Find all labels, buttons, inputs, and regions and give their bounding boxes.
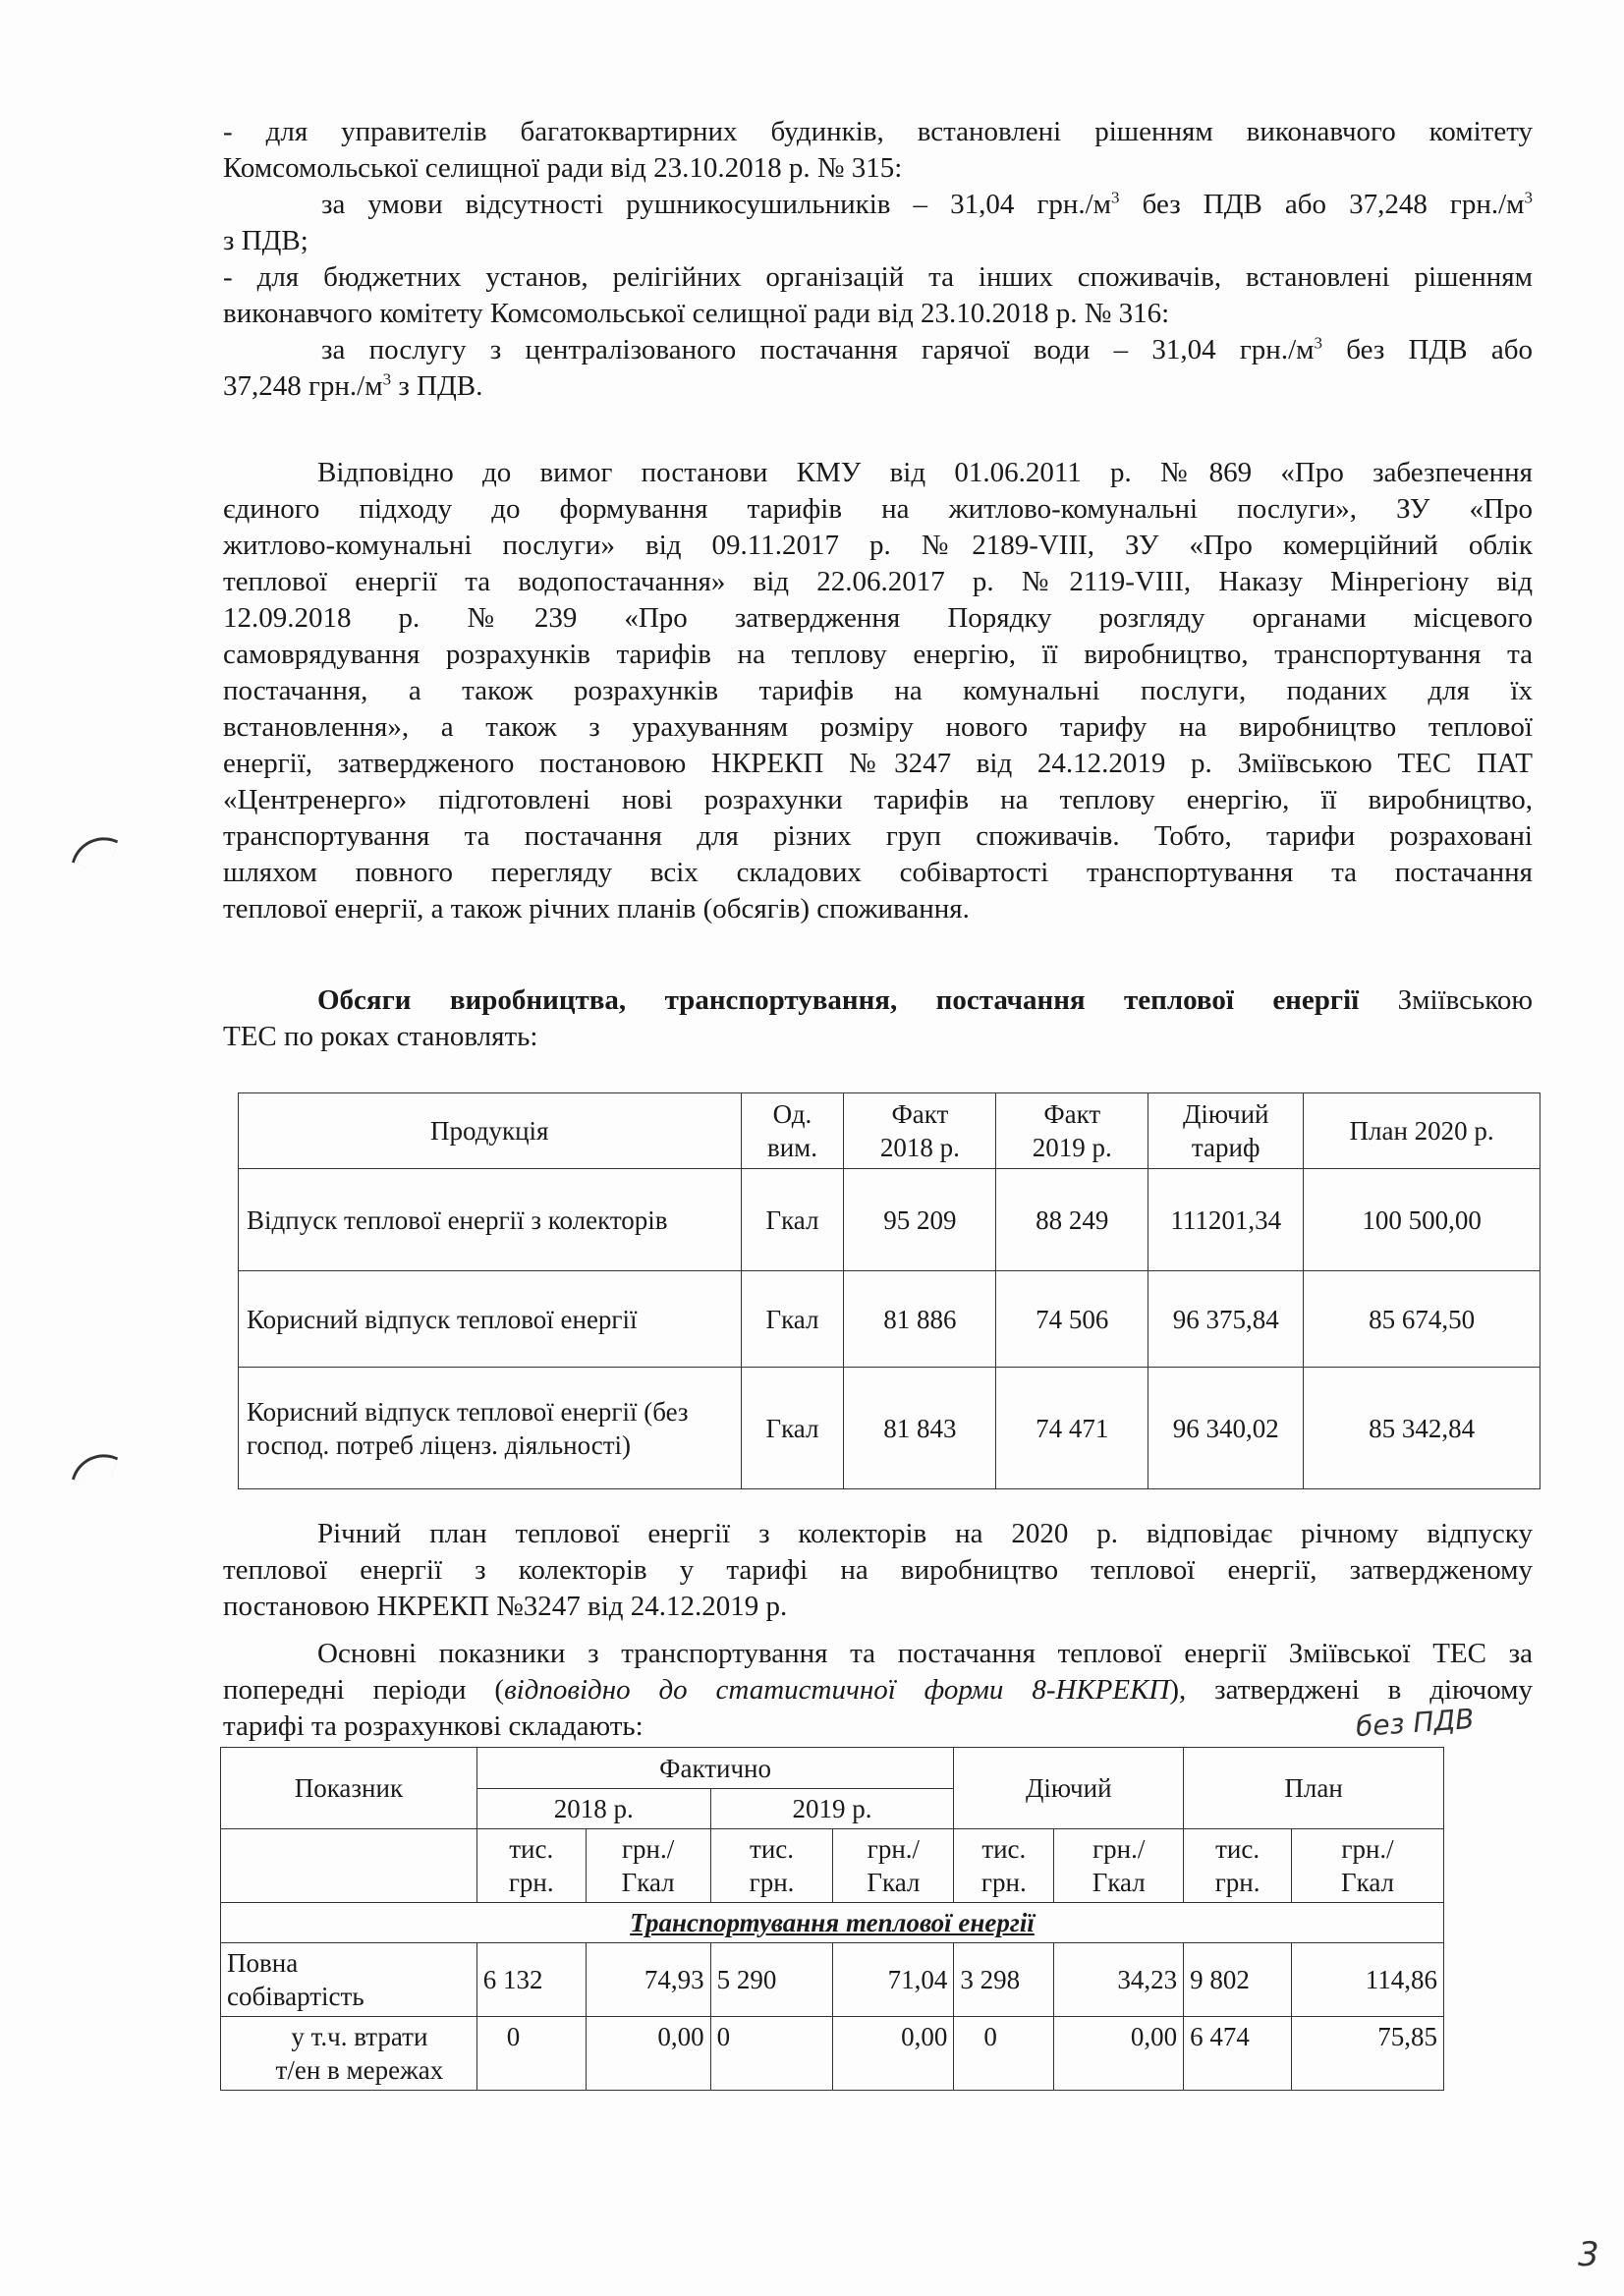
p2-line: єдиного підходу до формування тарифів на житлово-комунальні послуги», ЗУ «Про — [223, 493, 1533, 525]
punch-hole-mark — [72, 1445, 118, 1491]
column-header: Показник — [221, 1748, 477, 1829]
volumes-heading-bold: Обсяги виробництва, транспортування, постачання теплової енергії — [317, 984, 1360, 1016]
table-row: Повна собівартість 6 132 74,93 5 290 71,04 3 298 34,23 9 802 114,86 — [221, 1943, 1444, 2017]
intro-line-4: з ПДВ; — [223, 225, 308, 256]
p2-line: енергії, затвердженого постановою НКРЕКП №3247 від 24.12.2019 р. Зміївською ТЕС ПАТ — [223, 748, 1533, 779]
column-header: Продукція — [239, 1093, 742, 1169]
intro-line-6: виконавчого комітету Комсомольської селищної ради від 23.10.2018 р. № 316: — [223, 298, 1170, 329]
p2-line: шляхом повного перегляду всіх складових собівартості транспортування та постачання — [223, 857, 1533, 888]
column-header: Діючий тариф — [1148, 1093, 1304, 1169]
column-header: План 2020 р. — [1304, 1093, 1540, 1169]
column-header: Факт 2018 р. — [844, 1093, 996, 1169]
p2-line: встановлення», а також з урахуванням розміру нового тарифу на виробництво теплової — [223, 711, 1533, 743]
units-row: тис. грн. грн./ Гкал тис. грн. грн./ Гкал тис. грн. грн./ Гкал тис. грн. грн./ Гкал — [221, 1829, 1444, 1903]
p2-line: «Центренерго» підготовлені нові розрахунки тарифів на теплову енергію, її виробництво, — [223, 784, 1533, 815]
table-row: Відпуск теплової енергії з колекторів Гкал 95 209 88 249 111201,34 100 500,00 — [239, 1169, 1540, 1271]
legal-basis-paragraph — [223, 455, 1533, 927]
table-header-row — [239, 1093, 1540, 1169]
intro-block — [223, 114, 1533, 405]
column-header: Діючий — [954, 1748, 1184, 1829]
column-header: План — [1184, 1748, 1444, 1829]
table-row: Корисний відпуск теплової енергії (без господ. потреб ліценз. діяльності) Гкал 81 843 74 471 96 340,02 85 342,84 — [239, 1368, 1540, 1489]
column-header: Од. вим. — [741, 1093, 844, 1169]
p2-line: постачання, а також розрахунків тарифів на комунальні послуги, поданих для їх — [223, 675, 1533, 706]
p2-line: самоврядування розрахунків тарифів на теплову енергію, її виробництво, транспортування та — [223, 639, 1533, 670]
page-number: 3 — [1578, 2235, 1599, 2274]
intro-line-8: 37,248 $грн./м^3$ з ПДВ. — [223, 369, 483, 402]
intro-line-7: за послугу з централізованого постачання гарячої води – 31,04 $грн./м^3$ без ПДВ або — [321, 333, 1533, 365]
intro-line-5: - для бюджетних установ, релігійних організацій та інших споживачів, встановлені рішенням — [223, 261, 1533, 293]
p2-line: транспортування та постачання для різних груп споживачів. Тобто, тарифи розраховані — [223, 820, 1533, 852]
volumes-heading: Обсяги виробництва, транспортування, постачання теплової енергії Зміївською ТЕС по роках становлять: — [223, 982, 1533, 1055]
table-row: Корисний відпуск теплової енергії Гкал 81 886 74 506 96 375,84 85 674,50 — [239, 1271, 1540, 1368]
volumes-heading-line-2: ТЕС по роках становлять: — [223, 1021, 538, 1052]
column-header: 2018 р. — [476, 1789, 710, 1829]
p2-line: 12.09.2018 р. №239 «Про затвердження Порядку розгляду органами місцевого — [223, 602, 1533, 634]
intro-line-3: за умови відсутності рушникосушильників – 31,04 $грн./м^3$ без ПДВ або 37,248 $грн./м^3$ — [321, 188, 1533, 220]
annual-plan-paragraph: Річний план теплової енергії з колекторів на 2020 р. відповідає річному відпуску теплової енергії з колекторів у тарифі на виробництво теплової енергії, затвердженому постановою НКРЕКП №3247 від 24.12.2019 р. — [223, 1518, 1533, 1622]
handwritten-note: без ПДВ — [1354, 1702, 1476, 1744]
intro-line-2: Комсомольської селищної ради від 23.10.2018 р. № 315: — [223, 152, 903, 184]
punch-hole-mark — [72, 828, 118, 874]
p2-line: теплової енергії та водопостачання» від 22.06.2017 р. №2119-VIII, Наказу Мінрегіону від — [223, 566, 1533, 597]
p2-line: теплової енергії, а також річних планів (обсягів) споживання. — [223, 893, 970, 924]
section-title: Транспортування теплової енергії — [221, 1903, 1444, 1943]
volumes-table — [238, 1092, 1540, 1489]
p2-line: житлово-комунальні послуги» від 09.11.2017 р. №2189-VIII, ЗУ «Про комерційний облік — [223, 530, 1533, 561]
column-header: Факт 2019 р. — [996, 1093, 1148, 1169]
intro-line-1: - для управителів багатоквартирних будинків, встановлені рішенням виконавчого комітету — [223, 116, 1533, 147]
indicators-paragraph: Основні показники з транспортування та постачання теплової енергії Зміївської ТЕС за попередні періоди (відповідно до статистичної форми 8-НКРЕКП), затверджені в діючому тарифі та розрахункові складають: — [223, 1638, 1533, 1742]
table-row: у т.ч. втрати т/ен в мережах 0 0,00 0 0,00 0 0,00 6 474 75,85 — [221, 2017, 1444, 2091]
p2-line: Відповідно до вимог постанови КМУ від 01.06.2011 р. №869 «Про забезпечення — [317, 457, 1533, 488]
column-header: 2019 р. — [710, 1789, 954, 1829]
column-header: Фактично — [476, 1748, 954, 1789]
indicators-table — [220, 1747, 1444, 2091]
